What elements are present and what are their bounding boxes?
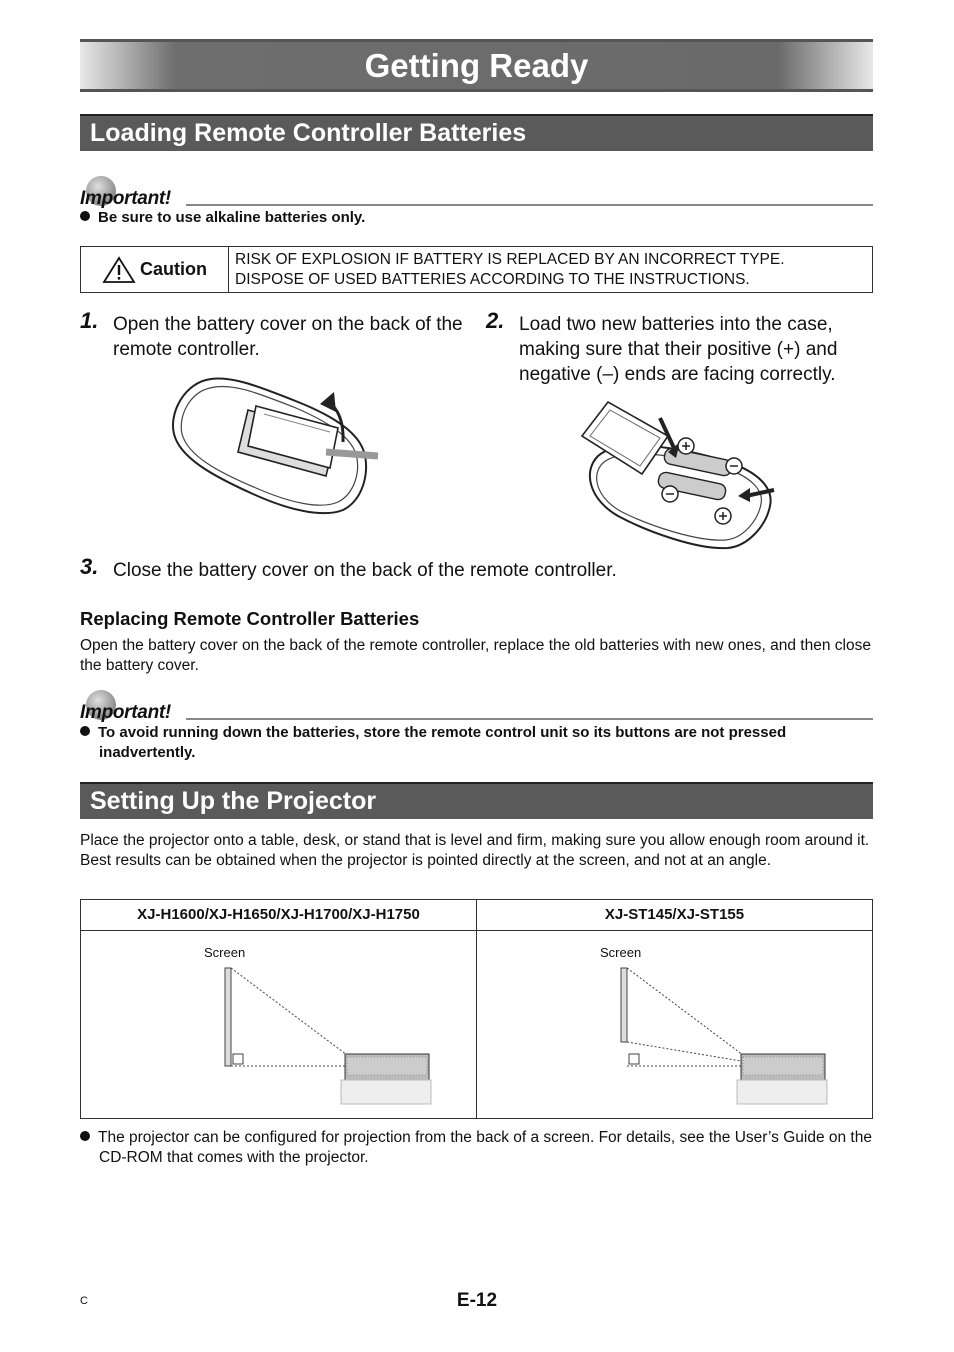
remote-open-cover-illustration bbox=[168, 372, 383, 520]
important-text: To avoid running down the batteries, store the remote control unit so its buttons are not pressed inadvertently. bbox=[98, 724, 787, 761]
screen-label: Screen bbox=[204, 945, 246, 960]
important-rule bbox=[186, 718, 873, 720]
page-title: Getting Ready bbox=[364, 47, 589, 84]
replacing-text: Open the battery cover on the back of the remote controller, replace the old batteries with new ones, and then close the battery cover. bbox=[80, 637, 871, 674]
section-heading-batteries bbox=[80, 114, 873, 151]
projector-setup-table bbox=[80, 899, 873, 1119]
important-bullet-1 bbox=[80, 209, 365, 226]
projector-intro: Place the projector onto a table, desk, or stand that is level and firm, making sure you allow enough room around it. Best results can be obtained when the projector is pointed directly at the screen, and not at an angle. bbox=[80, 832, 870, 869]
table-header-row bbox=[81, 900, 872, 931]
step-number: 3. bbox=[80, 554, 99, 579]
bullet-dot bbox=[80, 211, 90, 221]
warning-icon bbox=[102, 256, 136, 284]
step-number: 1. bbox=[80, 308, 99, 333]
bullet-dot bbox=[80, 726, 90, 736]
important-text: Be sure to use alkaline batteries only. bbox=[98, 209, 366, 226]
projection-diagram-standard bbox=[211, 962, 441, 1107]
important-label: Important! bbox=[80, 702, 171, 723]
page-title-banner bbox=[80, 39, 873, 92]
caution-box bbox=[80, 246, 873, 293]
step-text: Close the battery cover on the back of the remote controller. bbox=[113, 560, 617, 581]
section-title: Loading Remote Controller Batteries bbox=[90, 119, 527, 147]
note-text: The projector can be configured for projection from the back of a screen. For details, see the User’s Guide on the CD-ROM that comes with the projector. bbox=[98, 1129, 872, 1166]
table-header-cell: XJ-ST145/XJ-ST155 bbox=[604, 906, 745, 923]
important-note-2 bbox=[80, 690, 873, 726]
projector-note bbox=[80, 1128, 873, 1168]
step-text: Load two new batteries into the case, making sure that their positive (+) and negative (–) ends are facing correctly. bbox=[519, 314, 838, 385]
bullet-dot bbox=[80, 1131, 90, 1141]
projection-diagram-short-throw bbox=[607, 962, 837, 1107]
table-divider bbox=[476, 931, 477, 1118]
battery-loading-illustration bbox=[578, 396, 778, 552]
caution-text-cell bbox=[229, 247, 785, 292]
step-number: 2. bbox=[486, 308, 505, 333]
section-heading-projector bbox=[80, 782, 873, 819]
page-number: E-12 bbox=[456, 1290, 498, 1311]
footer-mark: C bbox=[80, 1295, 88, 1307]
caution-line-1: RISK OF EXPLOSION IF BATTERY IS REPLACED BY AN INCORRECT TYPE. bbox=[235, 251, 785, 268]
important-rule bbox=[186, 204, 873, 206]
caution-label: Caution bbox=[140, 259, 207, 279]
section-title: Setting Up the Projector bbox=[90, 787, 377, 815]
step-2 bbox=[486, 308, 873, 387]
step-text: Open the battery cover on the back of the remote controller. bbox=[113, 314, 463, 360]
important-note-1 bbox=[80, 176, 873, 212]
step-3 bbox=[80, 554, 873, 583]
caution-label-cell bbox=[81, 247, 229, 292]
caution-line-2: DISPOSE OF USED BATTERIES ACCORDING TO THE INSTRUCTIONS. bbox=[235, 271, 750, 288]
important-label: Important! bbox=[80, 188, 171, 209]
important-bullet-2 bbox=[80, 723, 873, 762]
screen-label: Screen bbox=[600, 945, 642, 960]
replacing-heading: Replacing Remote Controller Batteries bbox=[80, 608, 420, 629]
step-1 bbox=[80, 308, 465, 362]
table-header-cell: XJ-H1600/XJ-H1650/XJ-H1700/XJ-H1750 bbox=[81, 900, 477, 930]
